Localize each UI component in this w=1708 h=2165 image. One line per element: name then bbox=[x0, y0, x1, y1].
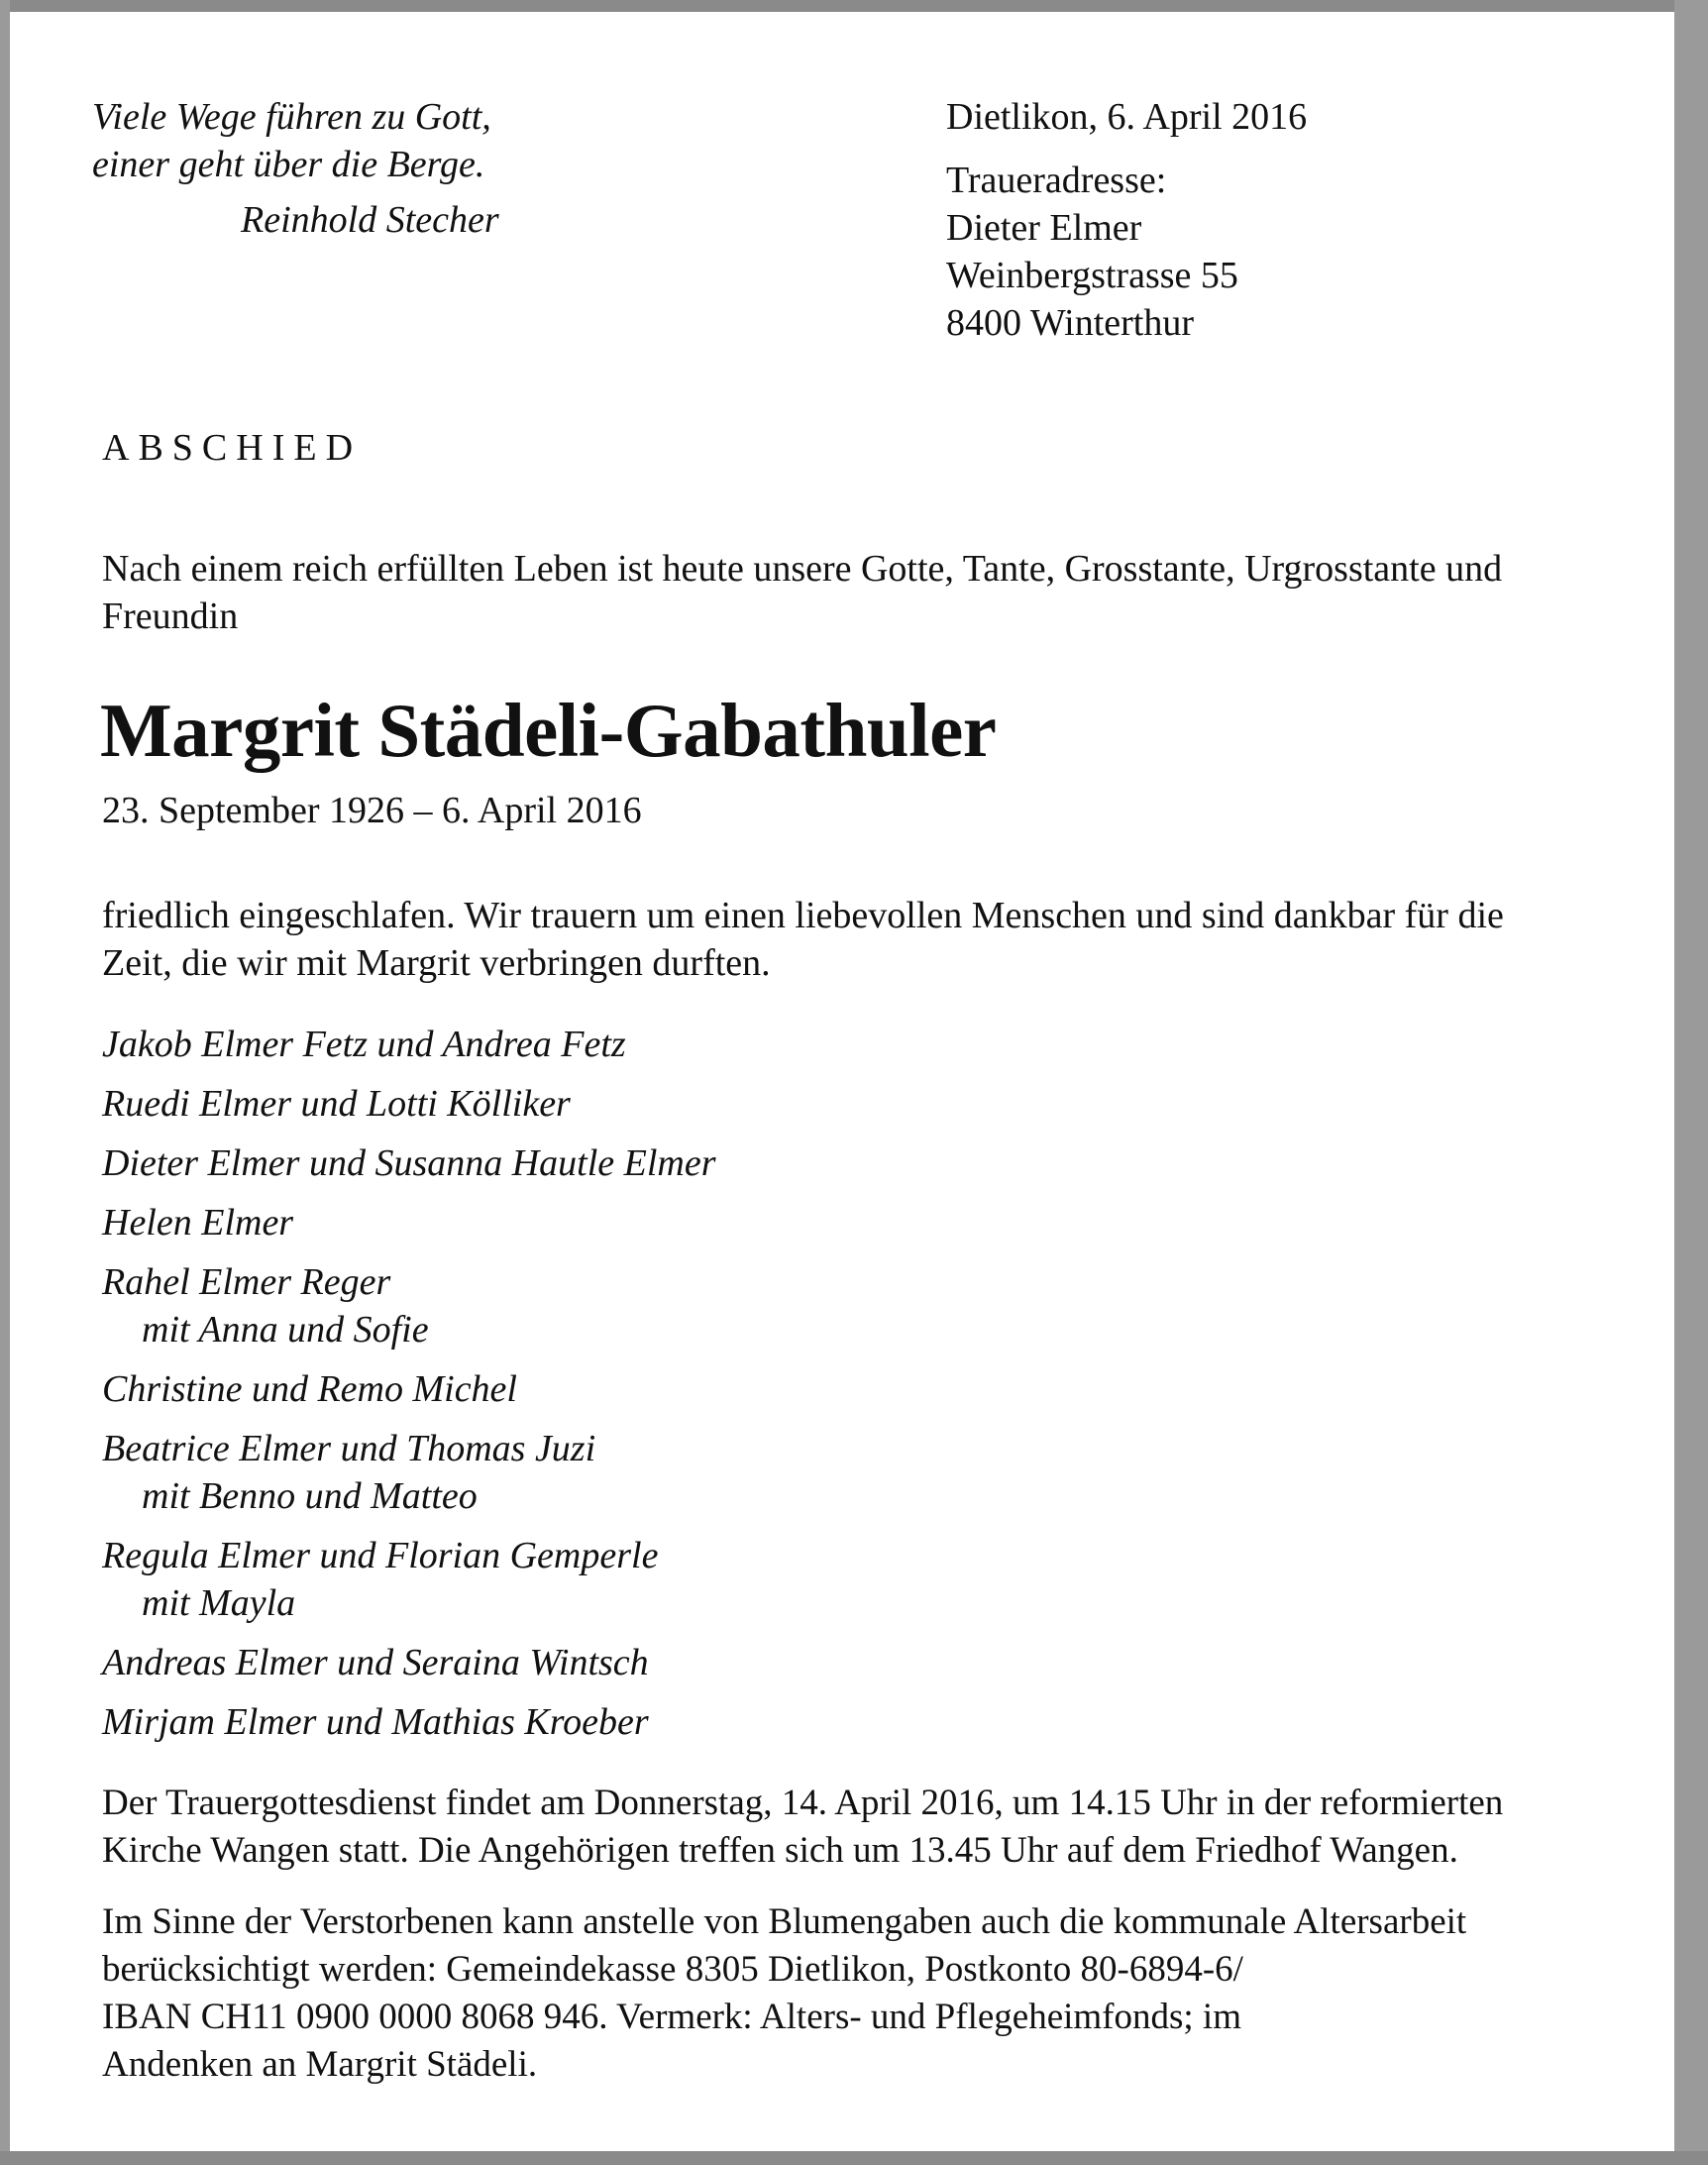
window-frame-right bbox=[1674, 0, 1708, 2165]
mourner-name: Jakob Elmer Fetz und Andrea Fetz bbox=[102, 1024, 626, 1065]
mourner-children: mit Benno und Matteo bbox=[142, 1475, 478, 1517]
obituary-page bbox=[10, 12, 1674, 2151]
mourner-entry bbox=[102, 1639, 716, 1686]
mourning-address-block bbox=[946, 93, 1307, 347]
mourner-entry bbox=[102, 1139, 716, 1187]
mourner-name: Helen Elmer bbox=[102, 1202, 294, 1244]
mourner-entry bbox=[102, 1698, 716, 1746]
note-line: IBAN CH11 0900 0000 8068 946. Vermerk: Alters- und Pflegeheimfonds; im bbox=[102, 1997, 1241, 2037]
mourner-name: Regula Elmer und Florian Gemperle bbox=[102, 1535, 659, 1576]
mourner-name: Andreas Elmer und Seraina Wintsch bbox=[102, 1642, 649, 1683]
mourner-entry bbox=[102, 1080, 716, 1128]
mourner-entry bbox=[102, 1532, 716, 1627]
quote-line: einer geht über die Berge. bbox=[92, 144, 485, 185]
window-frame-top bbox=[0, 0, 1708, 12]
window-frame-left bbox=[0, 0, 10, 2165]
intro-line: Nach einem reich erfüllten Leben ist heute unsere Gotte, Tante, Grosstante, Urgrosstante und bbox=[102, 548, 1503, 590]
intro-text bbox=[102, 545, 1502, 640]
window-frame-bottom bbox=[0, 2151, 1708, 2165]
mourner-entry bbox=[102, 1365, 716, 1413]
address-label: Traueradresse: bbox=[946, 160, 1167, 201]
place-date: Dietlikon, 6. April 2016 bbox=[946, 96, 1308, 138]
opening-quote bbox=[92, 93, 499, 244]
mourners-list bbox=[102, 1021, 716, 1758]
mourner-name: Dieter Elmer und Susanna Hautle Elmer bbox=[102, 1142, 716, 1184]
address-line: Weinbergstrasse 55 bbox=[946, 255, 1238, 296]
mourner-name: Mirjam Elmer und Mathias Kroeber bbox=[102, 1701, 649, 1743]
mourner-name: Christine und Remo Michel bbox=[102, 1368, 517, 1410]
mourner-entry bbox=[102, 1199, 716, 1246]
mourner-entry bbox=[102, 1258, 716, 1353]
announcement-line: Zeit, die wir mit Margrit verbringen durften. bbox=[102, 942, 771, 984]
deceased-name: Margrit Städeli-Gabathuler bbox=[100, 688, 997, 773]
mourner-name: Rahel Elmer Reger bbox=[102, 1261, 391, 1303]
mourner-name: Ruedi Elmer und Lotti Kölliker bbox=[102, 1083, 571, 1125]
note-line: berücksichtigt werden: Gemeindekasse 8305 Dietlikon, Postkonto 80-6894-6/ bbox=[102, 1949, 1243, 1990]
service-line: Kirche Wangen statt. Die Angehörigen treffen sich um 13.45 Uhr auf dem Friedhof Wangen. bbox=[102, 1830, 1458, 1871]
note-line: Im Sinne der Verstorbenen kann anstelle von Blumengaben auch die kommunale Altersarbeit bbox=[102, 1901, 1467, 1942]
mourner-entry bbox=[102, 1425, 716, 1520]
intro-line: Freundin bbox=[102, 595, 239, 637]
announcement-line: friedlich eingeschlafen. Wir trauern um einen liebevollen Menschen und sind dankbar für die bbox=[102, 895, 1504, 936]
life-dates: 23. September 1926 – 6. April 2016 bbox=[102, 790, 642, 831]
mourner-children: mit Anna und Sofie bbox=[142, 1309, 429, 1351]
mourner-entry bbox=[102, 1021, 716, 1068]
announcement-text bbox=[102, 892, 1504, 987]
mourner-children: mit Mayla bbox=[142, 1582, 296, 1624]
mourner-name: Beatrice Elmer und Thomas Juzi bbox=[102, 1428, 596, 1469]
address-line: 8400 Winterthur bbox=[946, 302, 1195, 344]
funeral-service-info bbox=[102, 1780, 1503, 1875]
quote-line: Viele Wege führen zu Gott, bbox=[92, 96, 491, 138]
service-line: Der Trauergottesdienst findet am Donnerstag, 14. April 2016, um 14.15 Uhr in der reformierten bbox=[102, 1783, 1504, 1823]
note-line: Andenken an Margrit Städeli. bbox=[102, 2044, 538, 2085]
quote-author: Reinhold Stecher bbox=[241, 199, 499, 241]
donation-note bbox=[102, 1898, 1466, 2089]
heading-abschied: ABSCHIED bbox=[102, 427, 363, 469]
address-line: Dieter Elmer bbox=[946, 207, 1142, 249]
